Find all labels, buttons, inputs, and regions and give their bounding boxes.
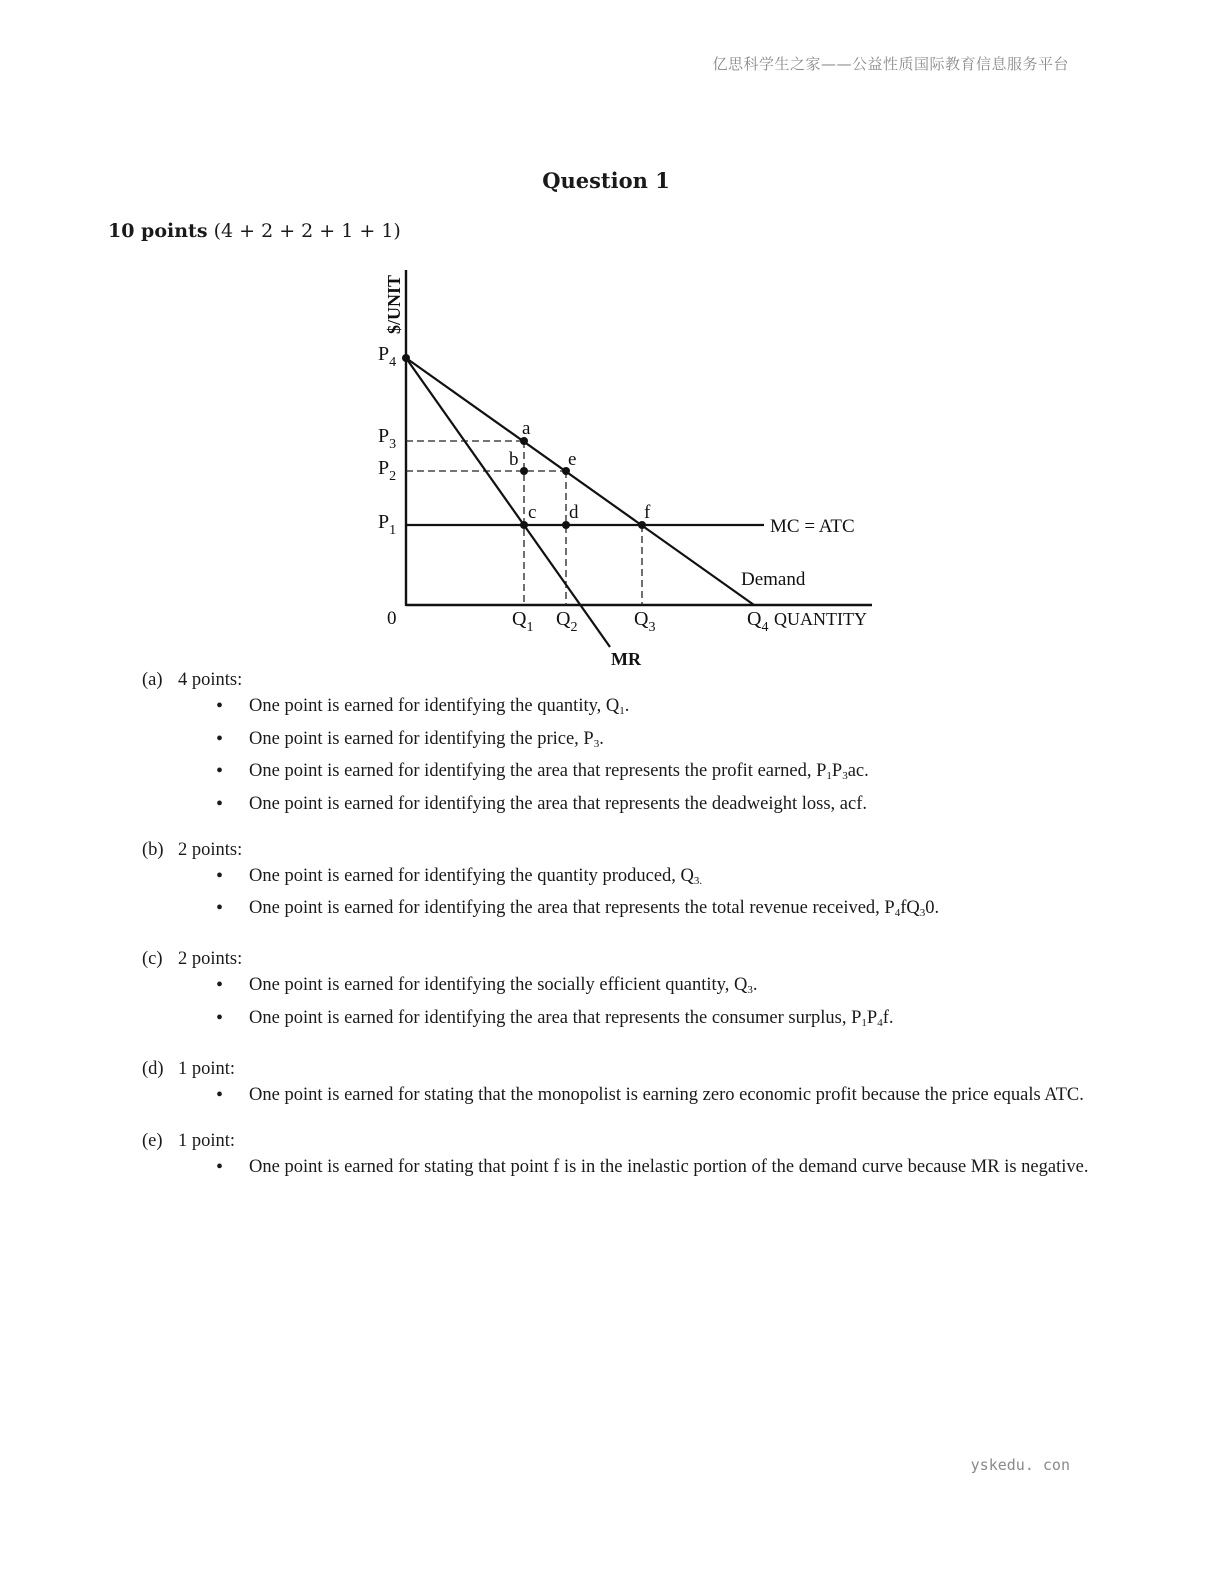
origin-label: 0 — [387, 608, 397, 629]
points-total: 10 points — [108, 220, 208, 242]
q2-label: $Q_2$ — [556, 608, 578, 635]
bullet-icon: • — [216, 974, 224, 996]
criteria-text: One point is earned for stating that point f is in the inelastic portion of the demand curve because MR is negative. — [249, 1156, 1089, 1177]
criteria-text: One point is earned for stating that the monopolist is earning zero economic profit because the price equals ATC. — [249, 1084, 1084, 1105]
criteria-subscript: 4 — [894, 907, 901, 919]
demand-label: Demand — [741, 569, 806, 590]
p4-label: $P_4$ — [378, 343, 397, 370]
criteria-list — [142, 694, 1112, 816]
p1-label: $P_1$ — [378, 511, 397, 538]
mr-label: MR — [611, 649, 641, 669]
points-summary — [108, 220, 401, 242]
monopoly-diagram — [360, 262, 880, 676]
criteria-text: . — [624, 696, 630, 716]
mr-curve — [406, 358, 610, 647]
criteria-text: One point is earned for identifying the area that represents the profit earned, P — [249, 761, 827, 781]
point-e-label: e — [568, 449, 577, 470]
criteria-subscript: 3 — [747, 984, 753, 996]
section-points: 1 point: — [178, 1130, 236, 1151]
section-heading — [142, 837, 1112, 864]
bullet-icon: • — [216, 897, 224, 919]
criteria-text: P — [831, 761, 843, 781]
section-letter: (d) — [142, 1058, 164, 1079]
criteria-list — [142, 973, 1112, 1035]
point-a-label: a — [522, 418, 531, 439]
q3-label: $Q_3$ — [634, 608, 656, 635]
section-4 — [142, 1128, 1112, 1179]
criteria-subscript: 3. — [693, 874, 703, 887]
criteria-text: One point is earned for identifying the price, P — [249, 728, 594, 749]
demand-curve — [406, 358, 754, 605]
section-points: 2 points: — [178, 839, 243, 860]
criteria-list — [142, 1083, 1112, 1107]
criteria-list — [142, 864, 1112, 926]
points-breakdown: (4 + 2 + 2 + 1 + 1) — [213, 220, 401, 242]
criteria-text: P — [866, 1007, 878, 1028]
scoring-sections — [142, 667, 1112, 1200]
question-title: Question 1 — [542, 168, 670, 193]
criteria-item — [216, 896, 1112, 925]
point-p4-dot — [402, 354, 410, 362]
point-b-dot — [520, 467, 528, 475]
criteria-text: One point is earned for identifying the quantity, Q — [249, 696, 620, 716]
section-letter: (e) — [142, 1130, 163, 1151]
section-points: 1 point: — [178, 1058, 236, 1079]
criteria-item — [216, 973, 1112, 1002]
section-letter: (a) — [142, 670, 163, 690]
section-letter: (c) — [142, 949, 163, 969]
criteria-item — [216, 792, 1112, 816]
criteria-item — [216, 1083, 1112, 1107]
y-axis-label: $/UNIT — [384, 274, 404, 334]
criteria-item — [216, 694, 1112, 723]
header-watermark-text: 亿思科学生之家——公益性质国际教育信息服务平台 — [712, 55, 1069, 73]
criteria-item — [216, 1155, 1112, 1179]
section-3 — [142, 1056, 1112, 1107]
section-0 — [142, 667, 1112, 816]
criteria-subscript: 4 — [877, 1016, 883, 1029]
criteria-text: fQ — [900, 898, 920, 918]
q1-label: $Q_1$ — [512, 608, 534, 635]
criteria-item — [216, 864, 1112, 893]
criteria-text: ac. — [847, 761, 869, 781]
section-letter: (b) — [142, 839, 164, 860]
criteria-subscript: 1 — [619, 705, 625, 717]
section-heading — [142, 1056, 1112, 1083]
monopoly-graph-svg — [360, 262, 880, 672]
mc-atc-label: MC = ATC — [770, 516, 855, 537]
criteria-subscript: 1 — [826, 770, 832, 782]
point-d-label: d — [569, 502, 579, 523]
criteria-subscript: 1 — [861, 1016, 867, 1029]
criteria-subscript: 3 — [919, 907, 926, 919]
point-f-label: f — [644, 502, 651, 523]
footer-watermark-text: yskedu. con — [970, 1456, 1070, 1474]
criteria-subscript: 3 — [593, 737, 600, 750]
bullet-icon: • — [216, 727, 224, 750]
criteria-text: One point is earned for identifying the quantity produced, Q — [249, 865, 694, 886]
criteria-text: . — [599, 728, 604, 749]
criteria-item — [216, 1006, 1112, 1035]
criteria-item — [216, 727, 1112, 756]
criteria-text: One point is earned for identifying the area that represents the deadweight loss, acf. — [249, 793, 867, 814]
x-axis-label: QUANTITY — [774, 609, 867, 629]
section-points: 4 points: — [178, 670, 243, 690]
criteria-text: . — [752, 975, 758, 995]
bullet-icon: • — [216, 1006, 224, 1029]
bullet-icon: • — [216, 1083, 224, 1106]
p3-label: $P_3$ — [378, 425, 397, 452]
section-1 — [142, 837, 1112, 926]
point-b-label: b — [509, 449, 519, 470]
criteria-text: 0. — [925, 898, 940, 918]
bullet-icon: • — [216, 695, 224, 717]
section-heading — [142, 1128, 1112, 1155]
point-c-label: c — [528, 502, 537, 523]
section-2 — [142, 946, 1112, 1035]
bullet-icon: • — [216, 864, 224, 887]
criteria-text: f. — [882, 1007, 894, 1028]
p2-label: $P_2$ — [378, 457, 397, 484]
section-points: 2 points: — [178, 949, 243, 969]
criteria-text: One point is earned for identifying the socially efficient quantity, Q — [249, 975, 748, 995]
point-c-dot — [520, 521, 528, 529]
bullet-icon: • — [216, 760, 224, 782]
criteria-text: One point is earned for identifying the area that represents the consumer surplus, P — [249, 1007, 862, 1028]
criteria-subscript: 3 — [842, 770, 848, 782]
bullet-icon: • — [216, 792, 224, 815]
criteria-list — [142, 1155, 1112, 1179]
criteria-text: One point is earned for identifying the area that represents the total revenue received, P — [249, 898, 895, 918]
section-heading — [142, 667, 1112, 694]
criteria-item — [216, 759, 1112, 788]
bullet-icon: • — [216, 1155, 224, 1178]
q4-label: $Q_4$ — [747, 608, 769, 635]
section-heading — [142, 946, 1112, 973]
